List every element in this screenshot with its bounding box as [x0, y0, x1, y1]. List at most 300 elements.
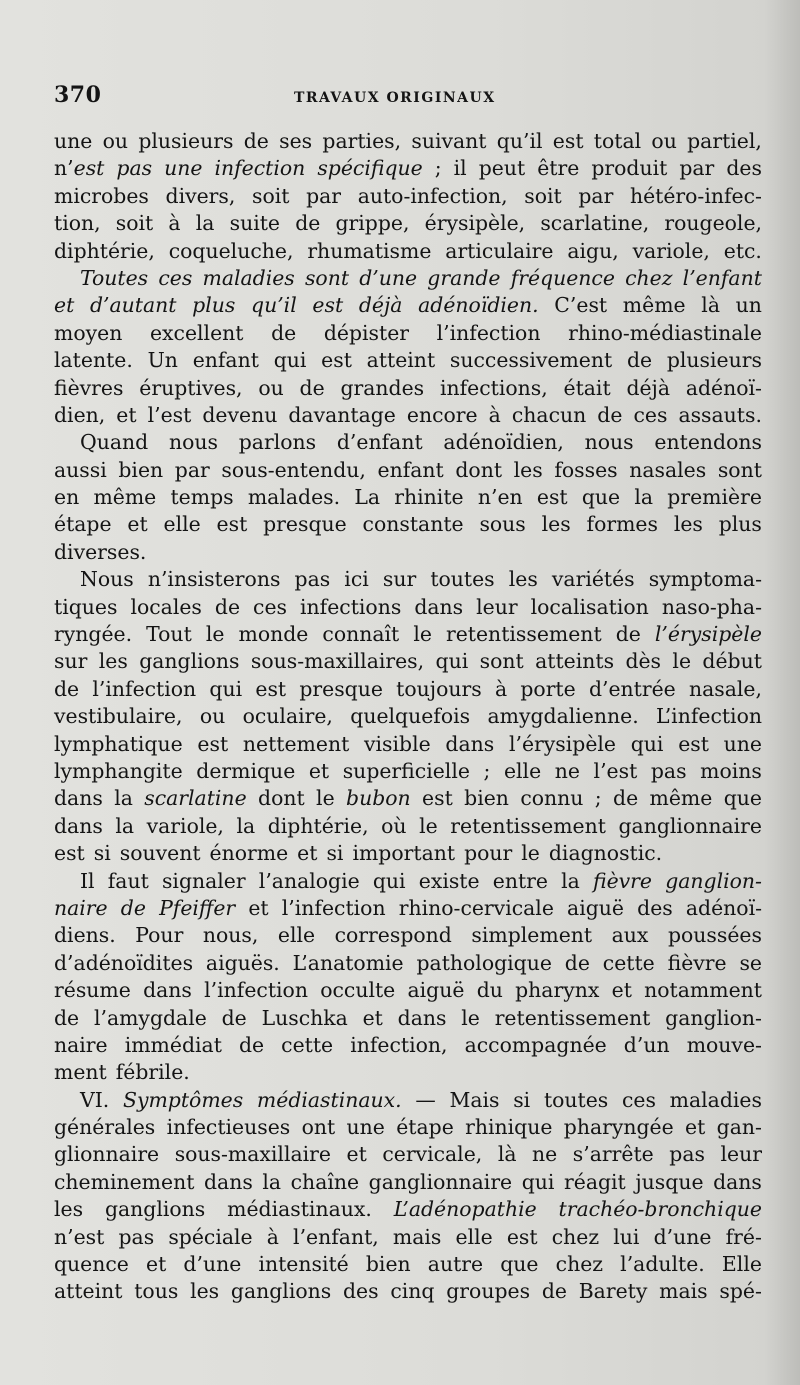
word: étape	[396, 1115, 454, 1140]
word: le	[205, 622, 225, 647]
word: cinq	[390, 1279, 435, 1304]
word: de	[541, 1279, 567, 1304]
word: adénoï-	[685, 375, 762, 400]
word: les	[513, 457, 543, 482]
text-line	[54, 621, 762, 648]
word: adénoï-	[685, 895, 762, 920]
word: dans	[54, 813, 103, 838]
word: la	[195, 211, 215, 236]
word: générales	[54, 1115, 156, 1140]
text-line	[54, 922, 762, 949]
word: rougeole,	[664, 211, 762, 236]
word: à	[494, 676, 508, 701]
word: toutes	[430, 567, 495, 592]
word: et	[611, 978, 632, 1003]
text-line	[54, 292, 762, 319]
word: les	[190, 1279, 220, 1304]
word: d’autant	[89, 293, 177, 318]
word: elle	[163, 512, 201, 537]
word: qu’il	[496, 129, 543, 153]
word: L’infection	[656, 704, 762, 729]
text-line	[54, 731, 762, 758]
word: hétéro-infec-	[629, 183, 762, 208]
text-line	[54, 238, 762, 265]
text-line	[54, 840, 762, 867]
word: davantage	[288, 402, 396, 427]
word: de	[54, 676, 80, 701]
word: à	[266, 1224, 279, 1249]
word: encore	[406, 402, 478, 427]
word: atteint	[366, 348, 436, 373]
word: ;	[483, 758, 491, 783]
word: s’arrête	[572, 1142, 654, 1167]
word: de	[221, 1005, 247, 1030]
word: médiastinaux.	[227, 1197, 372, 1222]
word: ment	[54, 1060, 107, 1085]
word: n’est	[54, 156, 105, 181]
word: suite	[229, 211, 281, 236]
word: si	[326, 841, 344, 866]
word: que	[581, 485, 621, 510]
word: la	[236, 813, 256, 838]
word: de	[299, 375, 325, 400]
word: locales	[130, 594, 202, 619]
word: plus	[718, 512, 762, 537]
word: coqueluche,	[168, 238, 294, 263]
word: rhino-cervicale	[398, 895, 554, 920]
word: infections,	[439, 375, 548, 400]
word: connu	[520, 786, 584, 811]
word: le	[521, 841, 540, 866]
word: nasale,	[688, 676, 762, 701]
word: mais	[659, 1279, 708, 1304]
word: variole,	[146, 813, 224, 838]
word: chez	[625, 265, 673, 290]
word: et	[146, 1252, 167, 1277]
word: devenu	[202, 402, 278, 427]
word: début	[702, 649, 762, 674]
word: Barety	[578, 1279, 648, 1304]
word: l’est	[147, 402, 192, 427]
word: formes	[586, 512, 658, 537]
body-text	[54, 128, 762, 1306]
word: et	[685, 1115, 706, 1140]
word: les	[673, 512, 703, 537]
word: souvent	[119, 841, 201, 866]
word: quelquefois	[350, 704, 471, 729]
word: de	[295, 211, 321, 236]
word: érysipèle,	[424, 211, 526, 236]
word: et	[127, 512, 148, 537]
word: dien,	[54, 402, 106, 427]
word: de	[597, 402, 623, 427]
word: pas	[294, 567, 331, 592]
word: ou	[651, 129, 677, 153]
word: rhumatisme	[307, 238, 432, 263]
word: occulte	[320, 978, 396, 1003]
word: gan-	[716, 1115, 762, 1140]
word: médiastinaux.	[256, 1087, 402, 1112]
word: fosses	[554, 457, 618, 482]
word: de	[238, 1032, 265, 1057]
word: lui	[613, 1224, 640, 1249]
word: est	[678, 731, 709, 756]
word: de	[626, 348, 653, 373]
word: pas	[116, 156, 153, 181]
word: infectieuses	[166, 1115, 291, 1140]
word: que	[500, 1252, 539, 1277]
word: qui	[209, 676, 243, 701]
word: est	[536, 485, 568, 510]
word: leur	[720, 1142, 762, 1167]
word: par	[306, 183, 342, 208]
word: d’une	[183, 1252, 242, 1277]
word: ont	[301, 1115, 336, 1140]
word: les	[508, 567, 538, 592]
word: microbes	[54, 183, 149, 208]
word: bien	[464, 786, 509, 811]
word: constante	[362, 512, 464, 537]
page-number: 370	[54, 82, 102, 108]
word: nous	[584, 430, 634, 455]
word: nasales	[629, 457, 707, 482]
word: ganglionnaire	[618, 813, 762, 838]
word: ryngée.	[54, 622, 133, 647]
word: atteint	[54, 1279, 123, 1304]
word: pharynx	[515, 978, 600, 1003]
word: mouve-	[686, 1032, 762, 1057]
word: L’adénopathie	[393, 1197, 537, 1222]
word: est	[54, 841, 85, 866]
word: parlons	[238, 430, 317, 455]
word: toutes	[543, 1087, 609, 1112]
word: L’anatomie	[292, 950, 404, 975]
word: entre	[492, 868, 548, 893]
word: diverses.	[54, 539, 147, 564]
word: sont	[717, 457, 762, 482]
word: retentissement	[445, 622, 602, 647]
word: soit	[252, 183, 290, 208]
word: ne	[554, 758, 580, 783]
word: articulaire	[445, 238, 554, 263]
word: aiguë	[567, 895, 624, 920]
text-line	[54, 703, 762, 730]
word: naire	[54, 895, 108, 920]
word: fièvre	[593, 868, 653, 893]
word: bien	[365, 1252, 411, 1277]
word: cervicale,	[382, 1142, 483, 1167]
word: soit	[115, 211, 154, 236]
word: d’adénoïdites	[54, 950, 194, 975]
word: correspond	[334, 923, 452, 948]
word: le	[419, 813, 438, 838]
word: l’analogie	[258, 868, 360, 893]
word: dans	[54, 786, 103, 811]
text-line	[54, 429, 762, 456]
word: C’est	[554, 293, 608, 318]
word: aux	[611, 923, 649, 948]
word: entendons	[654, 430, 762, 455]
word: de	[120, 895, 146, 920]
text-line	[54, 1278, 762, 1305]
word: Il	[80, 868, 95, 893]
text-line	[54, 1032, 762, 1059]
word: Luschka	[261, 1005, 348, 1030]
word: sous-maxillaires,	[250, 649, 425, 674]
word: ou	[102, 129, 129, 153]
word: est	[216, 512, 248, 537]
word: ne	[532, 1142, 558, 1167]
word: tion,	[54, 211, 101, 236]
word: existe	[418, 868, 480, 893]
word: plus	[192, 293, 236, 318]
word: nous	[168, 430, 218, 455]
word: peut	[478, 156, 526, 181]
word: de	[615, 622, 641, 647]
word: variole,	[632, 238, 710, 263]
word: fièvres	[54, 375, 124, 400]
word: est	[552, 129, 584, 153]
word: n’insisterons	[147, 567, 281, 592]
word: du	[476, 978, 503, 1003]
word: latente.	[54, 348, 133, 373]
word: même	[649, 786, 713, 811]
word: diens.	[54, 923, 116, 948]
word: et	[297, 841, 318, 866]
text-line	[54, 758, 762, 785]
text-line	[54, 785, 762, 812]
word: dans	[397, 1005, 447, 1030]
word: si	[93, 841, 111, 866]
word: nous,	[202, 923, 259, 948]
word: l’infection	[92, 676, 197, 701]
text-line	[54, 895, 762, 922]
word: qui	[630, 731, 664, 756]
text-line	[54, 950, 762, 977]
word: nettement	[242, 731, 350, 756]
word: Un	[147, 348, 178, 373]
word: jusque	[635, 1169, 704, 1194]
word: maladies	[202, 265, 295, 290]
word: le	[461, 1005, 480, 1030]
word: sous-entendu,	[221, 457, 366, 482]
word: tiques	[54, 594, 118, 619]
word: de	[54, 1005, 80, 1030]
word: notamment	[644, 978, 762, 1003]
word: sous	[479, 512, 526, 537]
word: tous	[134, 1279, 179, 1304]
word: chacun	[511, 402, 587, 427]
word: des	[342, 1279, 379, 1304]
running-head	[54, 82, 778, 122]
word: par	[174, 457, 210, 482]
word: autre	[427, 1252, 484, 1277]
word: l’enfant	[682, 265, 762, 290]
word: parties,	[322, 129, 402, 153]
word: Pfeiffer	[159, 895, 236, 920]
word: simplement	[471, 923, 593, 948]
word: immédiat	[124, 1032, 222, 1057]
word: etc.	[723, 238, 762, 263]
word: symptoma-	[648, 567, 762, 592]
word: d’une	[653, 1224, 712, 1249]
text-line	[54, 457, 762, 484]
text-line	[54, 977, 762, 1004]
word: soit	[524, 183, 562, 208]
word: La	[354, 485, 381, 510]
word: Nous	[80, 567, 134, 592]
word: par	[679, 156, 715, 181]
word: sur	[382, 567, 417, 592]
text-line	[54, 210, 762, 237]
word: d’enfant	[336, 430, 423, 455]
word: et	[248, 895, 269, 920]
word: pas	[650, 758, 687, 783]
text-line	[54, 402, 762, 429]
word: une	[723, 731, 762, 756]
word: qui	[435, 649, 469, 674]
word: ou	[258, 375, 284, 400]
word: maladies	[669, 1087, 762, 1112]
word: Tout	[146, 622, 192, 647]
text-line	[54, 1251, 762, 1278]
word: l’érysipèle	[654, 622, 762, 647]
text-line	[54, 1087, 762, 1114]
word: une	[346, 1115, 385, 1140]
word: aigu,	[567, 238, 619, 263]
word: trachéo-bronchique	[558, 1197, 762, 1222]
word: pathologique	[416, 950, 552, 975]
word: vestibulaire,	[54, 704, 183, 729]
word: l’amygdale	[93, 1005, 207, 1030]
word: temps	[170, 485, 234, 510]
word: grippe,	[335, 211, 410, 236]
word: là	[497, 1142, 517, 1167]
word: bubon	[346, 786, 411, 811]
word: pas	[669, 1142, 705, 1167]
word: total	[593, 129, 642, 153]
word: signaler	[161, 868, 246, 893]
word: chaîne	[290, 1169, 360, 1194]
word: sous-maxillaire	[174, 1142, 331, 1167]
word: où	[381, 813, 407, 838]
word: qui	[372, 868, 406, 893]
word: déjà	[358, 293, 403, 318]
word: auto-infection,	[357, 183, 508, 208]
word: dès	[625, 649, 662, 674]
word: se	[739, 950, 762, 975]
word: malades.	[247, 485, 341, 510]
word: une	[54, 129, 93, 153]
text-line	[54, 1005, 762, 1032]
word: la	[262, 1169, 282, 1194]
word: infection	[214, 156, 306, 181]
word: infection,	[350, 1032, 448, 1057]
word: l’enfant,	[293, 1224, 379, 1249]
word: moins	[700, 758, 762, 783]
word: sur	[54, 649, 88, 674]
word: elle	[277, 923, 316, 948]
word: est	[197, 731, 229, 756]
word: enfant	[377, 457, 444, 482]
word: variétés	[551, 567, 635, 592]
word: éruptives,	[139, 375, 243, 400]
word: elle	[455, 1224, 493, 1249]
word: scarlatine,	[540, 211, 650, 236]
text-line	[54, 594, 762, 621]
word: plusieurs	[666, 348, 762, 373]
word: aussi	[54, 457, 107, 482]
word: ou	[199, 704, 226, 729]
text-line	[54, 868, 762, 895]
word: superficielle	[342, 758, 470, 783]
word: qui	[273, 348, 307, 373]
text-line	[54, 484, 762, 511]
word: et	[116, 402, 137, 427]
word: pas	[118, 1224, 155, 1249]
word: et	[362, 1005, 383, 1030]
word: que	[723, 786, 762, 811]
word: là	[701, 293, 720, 318]
text-line	[54, 1224, 762, 1251]
word: sont	[304, 265, 350, 290]
word: rhino-médiastinale	[568, 320, 762, 345]
word: partiel,	[687, 129, 762, 153]
word: divers,	[165, 183, 236, 208]
word: Elle	[721, 1252, 762, 1277]
word: de	[564, 950, 590, 975]
word: ganglions	[230, 1279, 332, 1304]
word: la	[115, 813, 135, 838]
word: résume	[54, 978, 131, 1003]
word: l’infection	[281, 895, 386, 920]
word: —	[415, 1087, 436, 1112]
word: dans	[414, 594, 464, 619]
word: est	[312, 293, 344, 318]
word: faut	[107, 868, 149, 893]
word: dans	[445, 731, 495, 756]
text-line	[54, 320, 762, 347]
word: Symptômes	[122, 1087, 244, 1112]
word: cheminement	[54, 1169, 195, 1194]
word: qui	[521, 1169, 555, 1194]
word: fébrile.	[115, 1060, 190, 1085]
word: excellent	[149, 320, 244, 345]
word: ces	[158, 265, 193, 290]
word: naire	[54, 1032, 108, 1057]
word: naso-pha-	[661, 594, 762, 619]
word: atteints	[535, 649, 615, 674]
word: même	[93, 485, 157, 510]
word: presque	[263, 512, 347, 537]
text-line	[54, 539, 762, 566]
word: dont	[258, 786, 305, 811]
word: retentissement	[494, 1005, 651, 1030]
word: enfant	[192, 348, 259, 373]
text-line	[54, 128, 762, 155]
word: pour	[464, 841, 513, 866]
word: un	[735, 293, 762, 318]
word: aiguë	[407, 978, 465, 1003]
word: produit	[591, 156, 668, 181]
word: ses	[279, 129, 313, 153]
word: lymphangite	[54, 758, 183, 783]
word: adénoïdien,	[443, 430, 564, 455]
word: la	[114, 786, 133, 811]
text-line	[54, 813, 762, 840]
word: était	[563, 375, 611, 400]
word: la	[634, 485, 654, 510]
